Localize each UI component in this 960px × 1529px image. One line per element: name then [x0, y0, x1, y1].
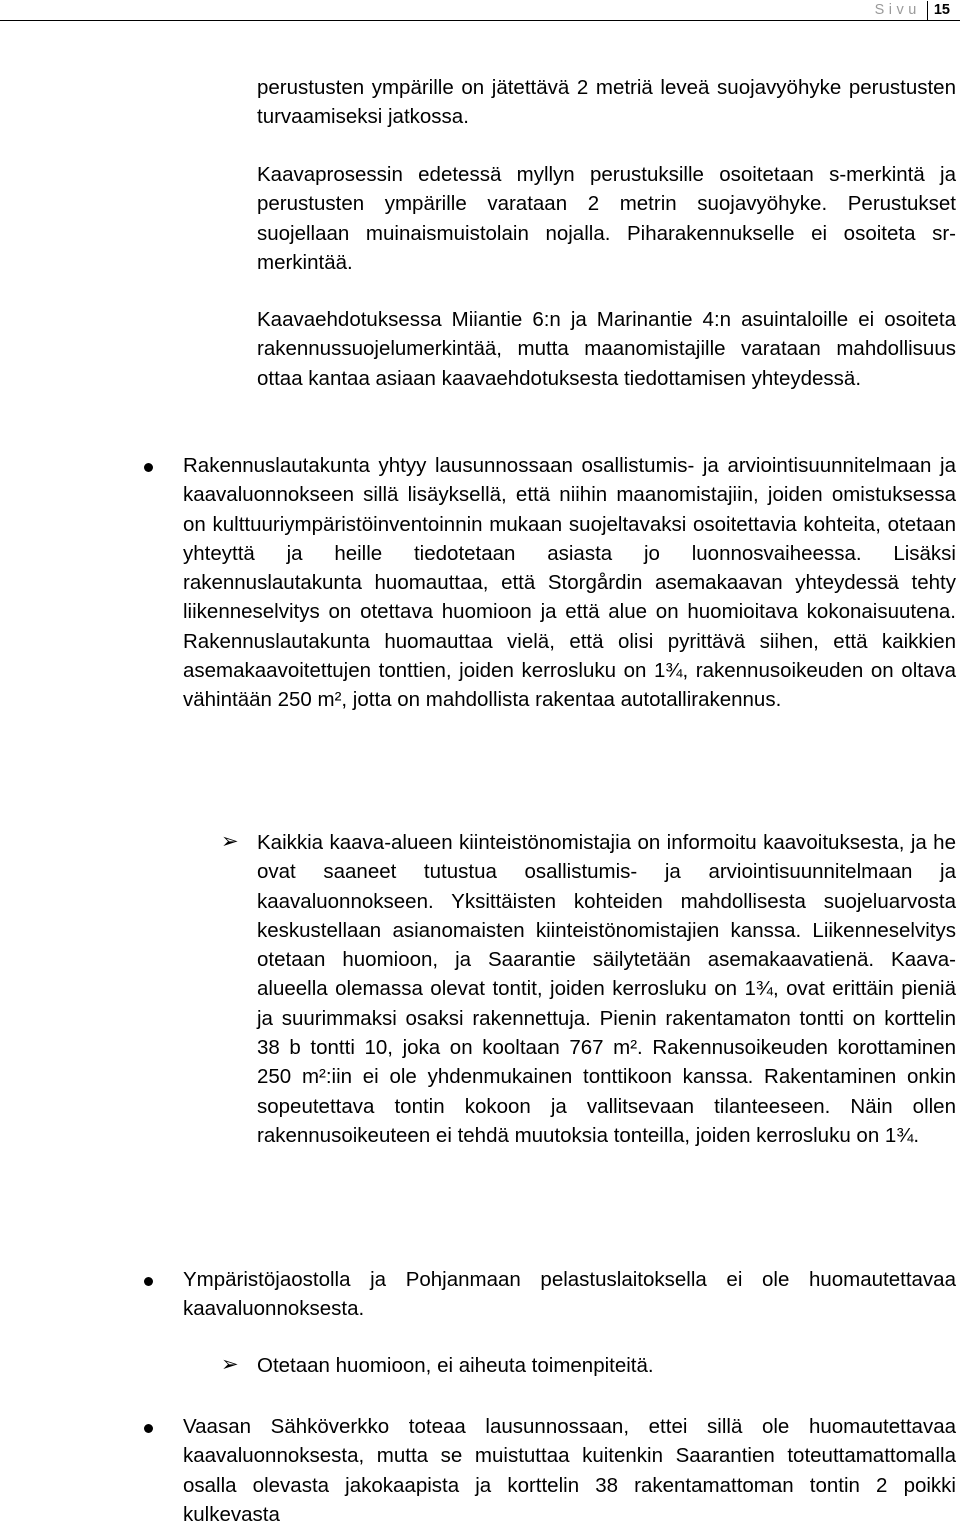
bullet-text: Rakennuslautakunta yhtyy lausunnossaan osallistumis- ja arviointisuunnitelmaan ja kaavaluonnokseen sillä lisäyksellä, että niihin maanomistajiin, joiden omistuksessa on kulttuuriympäristöinventoinnin mukaan suojeltavaksi osoitettavia kohteita, otetaan yhteyttä ja heille tiedotetaan asiasta jo luonnosvaiheessa. Lisäksi rakennuslautakunta huomauttaa, että Storgårdin asemakaavan yhteydessä tehty liikenneselvitys on otettava huomioon ja että alue on huomioitava kokonaisuutena. Rakennuslautakunta huomauttaa vielä, että olisi pyrittävä siihen, että kaikkien asemakaavoitettujen tonttien, joiden kerrosluku on 1¾, rakennusoikeuden on oltava vähintään 250 m², jotta on mahdollista rakentaa autotallirakennus.	[183, 454, 956, 712]
response-item-1	[257, 828, 956, 1150]
header-separator	[927, 1, 928, 20]
paragraph-text: perustusten ympärille on jätettävä 2 metriä leveä suojavyöhyke perustusten turvaamiseksi jatkossa.	[257, 76, 956, 129]
response-text: Otetaan huomioon, ei aiheuta toimenpiteitä.	[257, 1354, 654, 1377]
paragraph-3	[257, 305, 956, 393]
arrow-bullet-icon: ➢	[221, 829, 239, 853]
arrow-bullet-icon: ➢	[221, 1352, 239, 1376]
bullet-icon	[144, 1424, 153, 1433]
page-label: Sivu	[874, 2, 921, 18]
bullet-text: Ympäristöjaostolla ja Pohjanmaan pelastuslaitoksella ei ole huomautettavaa kaavaluonnoksesta.	[183, 1268, 956, 1321]
bullet-icon	[144, 463, 153, 472]
bullet-item-2	[183, 1265, 956, 1324]
page-number: 15	[933, 2, 950, 18]
bullet-item-1	[183, 451, 956, 715]
response-item-2	[257, 1351, 956, 1380]
paragraph-2	[257, 160, 956, 277]
paragraph-text: Kaavaprosessin edetessä myllyn perustuksille osoitetaan s-merkintä ja perustusten ympärille varataan 2 metrin suojavyöhyke. Perustukset suojellaan muinaismuistolain nojalla. Piharakennukselle ei osoiteta sr-merkintää.	[257, 163, 956, 274]
bullet-text: Vaasan Sähköverkko toteaa lausunnossaan, ettei sillä ole huomautettavaa kaavaluonnoksesta, mutta se muistuttaa kuitenkin Saarantien toteuttamattomalla osalla olevasta jakokaapista ja korttelin 38 rakentamattoman tontin 2 poikki kulkevasta	[183, 1415, 956, 1526]
paragraph-1	[257, 73, 956, 132]
bullet-item-3	[183, 1412, 956, 1529]
page-header	[875, 0, 950, 20]
header-divider	[0, 20, 960, 21]
response-text: Kaikkia kaava-alueen kiinteistönomistajia on informoitu kaavoituksesta, ja he ovat saaneet tutustua osallistumis- ja arviointisuunnitelmaan ja kaavaluonnokseen. Yksittäisten kohteiden mahdollisesta suojeluarvosta keskustellaan asianomaisten kiinteistönomistajien kanssa. Liikenneselvitys otetaan huomioon, ja Saarantie säilytetään asemakaavatienä. Kaava-alueella olemassa olevat tontit, joiden kerrosluku on 1¾, ovat erittäin pieniä ja suurimmaksi osaksi rakennettuja. Pienin rakentamaton tontti on korttelin 38 b tontti 10, joka on kooltaan 767 m². Rakennusoikeuden korottaminen 250 m²:iin ei ole yhdenmukainen tonttikoon kanssa. Rakentaminen onkin sopeutettava tontin kokoon ja vallitsevaan tilanteeseen. Näin ollen rakennusoikeuteen ei tehdä muutoksia tonteilla, joiden kerrosluku on 1¾.	[257, 831, 956, 1147]
paragraph-text: Kaavaehdotuksessa Miiantie 6:n ja Marinantie 4:n asuintaloille ei osoiteta rakennussuojelumerkintää, mutta maanomistajille varataan mahdollisuus ottaa kantaa asiaan kaavaehdotuksesta tiedottamisen yhteydessä.	[257, 308, 956, 390]
bullet-icon	[144, 1277, 153, 1286]
